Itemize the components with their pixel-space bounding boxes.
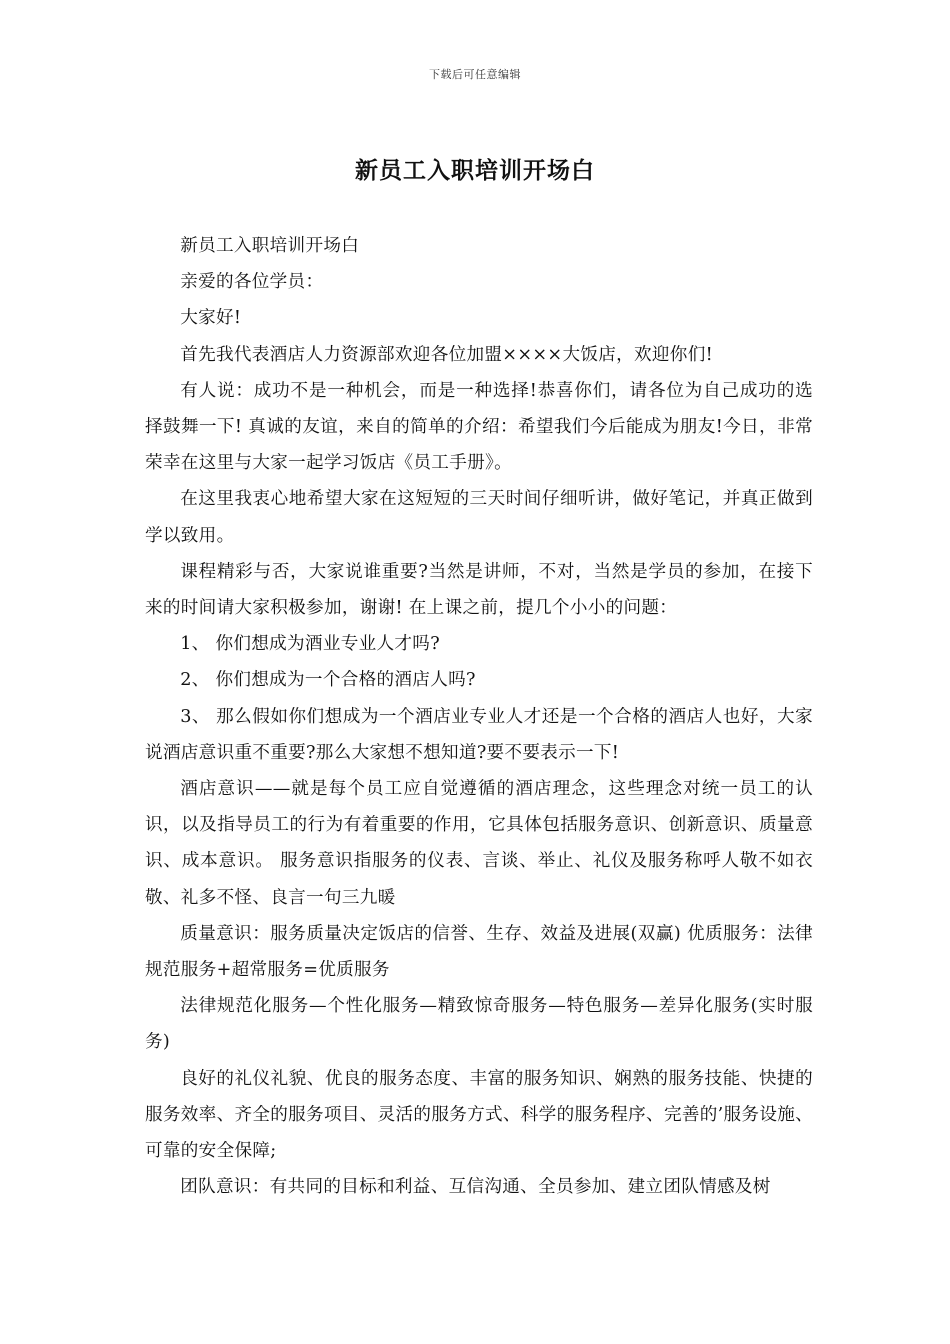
document-title: 新员工入职培训开场白	[355, 157, 595, 184]
paragraph-team-awareness: 团队意识：有共同的目标和利益、互信沟通、全员参加、建立团队情感及树	[180, 1177, 771, 1198]
paragraph-hotel-awareness: 酒店意识——就是每个员工应自觉遵循的酒店理念，这些理念对统一员工的认识，以及指导员工的行为有着重要的作用，它具体包括服务意识、创新意识、质量意识、成本意识。 服务意识指服务的仪表、言谈、举止、礼仪及服务称呼人敬不如衣敬、礼多不怪、良言一句三九暖	[145, 779, 813, 908]
question-item-2: 2、 你们想成为一个合格的酒店人吗?	[180, 670, 476, 691]
question-item-1: 1、 你们想成为酒业专业人才吗?	[180, 634, 440, 655]
paragraph-1: 新员工入职培训开场白	[180, 236, 360, 256]
header-note: 下载后可任意编辑	[429, 68, 521, 81]
paragraph-2: 亲爱的各位学员：	[180, 272, 324, 293]
paragraph-service-elements: 良好的礼仪礼貌、优良的服务态度、丰富的服务知识、娴熟的服务技能、快捷的服务效率、齐全的服务项目、灵活的服务方式、科学的服务程序、完善的’服务设施、可靠的安全保障;	[145, 1068, 813, 1162]
paragraph-5: 有人说：成功不是一种机会，而是一种选择!恭喜你们，请各位为自己成功的选择鼓舞一下! 真诚的友谊，来自的简单的介绍：希望我们今后能成为朋友!今日，非常荣幸在这里与大家一起学习饭店《员工手册》。	[145, 380, 813, 474]
paragraph-6: 在这里我衷心地希望大家在这短短的三天时间仔细听讲，做好笔记，并真正做到学以致用。	[145, 489, 813, 546]
paragraph-quality-awareness: 质量意识：服务质量决定饭店的信誉、生存、效益及进展(双赢) 优质服务：法律规范服务+超常服务=优质服务	[145, 923, 813, 981]
question-item-3: 3、 那么假如你们想成为一个酒店业专业人才还是一个合格的酒店人也好，大家说酒店意识重不重要?那么大家想不想知道?要不要表示一下!	[145, 706, 813, 763]
document-body	[145, 228, 813, 1205]
paragraph-7: 课程精彩与否，大家说谁重要?当然是讲师，不对，当然是学员的参加，在接下来的时间请大家积极参加，谢谢! 在上课之前，提几个小小的问题：	[145, 561, 813, 619]
paragraph-3: 大家好!	[180, 308, 242, 329]
paragraph-service-chain: 法律规范化服务—个性化服务—精致惊奇服务—特色服务—差异化服务(实时服务)	[145, 996, 813, 1053]
paragraph-4: 首先我代表酒店人力资源部欢迎各位加盟××××大饭店，欢迎你们!	[180, 344, 713, 365]
